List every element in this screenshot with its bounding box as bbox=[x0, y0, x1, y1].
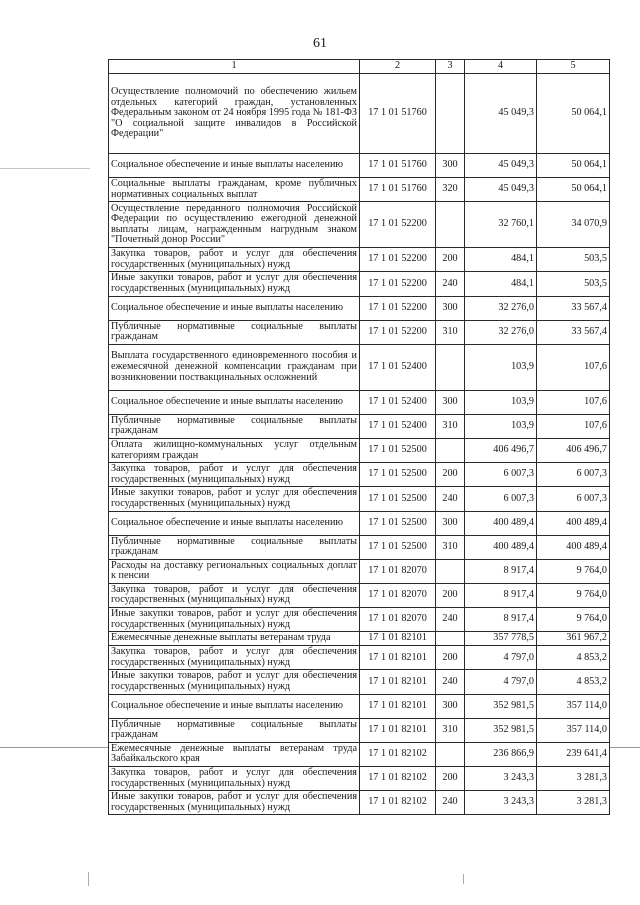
row-expense-type-cell: 200 bbox=[436, 767, 465, 791]
row-amount-year1-cell: 6 007,3 bbox=[465, 487, 537, 511]
row-amount-year2-cell: 503,5 bbox=[537, 272, 610, 296]
row-code-cell: 17 1 01 52500 bbox=[360, 487, 436, 511]
row-code-cell: 17 1 01 52500 bbox=[360, 463, 436, 487]
row-code-cell: 17 1 01 52500 bbox=[360, 511, 436, 535]
row-expense-type-cell: 200 bbox=[436, 248, 465, 272]
row-name-cell: Иные закупки товаров, работ и услуг для обеспечения государственных (муниципальных) нужд bbox=[109, 608, 360, 632]
table-row bbox=[109, 742, 610, 766]
row-amount-year1-cell: 103,9 bbox=[465, 414, 537, 438]
row-amount-year2-cell: 361 967,2 bbox=[537, 632, 610, 646]
row-amount-year2-cell: 50 064,1 bbox=[537, 154, 610, 178]
row-amount-year1-cell: 352 981,5 bbox=[465, 718, 537, 742]
table-row bbox=[109, 390, 610, 414]
row-amount-year2-cell: 400 489,4 bbox=[537, 535, 610, 559]
row-name-cell: Оплата жилищно-коммунальных услуг отдельным категориям граждан bbox=[109, 438, 360, 462]
row-amount-year1-cell: 484,1 bbox=[465, 272, 537, 296]
row-name-cell: Публичные нормативные социальные выплаты гражданам bbox=[109, 535, 360, 559]
row-expense-type-cell: 200 bbox=[436, 583, 465, 607]
scan-mark bbox=[463, 874, 464, 884]
row-code-cell: 17 1 01 82070 bbox=[360, 559, 436, 583]
table-row bbox=[109, 74, 610, 154]
table-row bbox=[109, 248, 610, 272]
row-expense-type-cell bbox=[436, 559, 465, 583]
row-code-cell: 17 1 01 52200 bbox=[360, 248, 436, 272]
row-amount-year1-cell: 32 276,0 bbox=[465, 320, 537, 344]
row-amount-year2-cell: 357 114,0 bbox=[537, 694, 610, 718]
row-expense-type-cell: 300 bbox=[436, 296, 465, 320]
scan-mark bbox=[609, 747, 640, 748]
row-code-cell: 17 1 01 52200 bbox=[360, 320, 436, 344]
row-code-cell: 17 1 01 52400 bbox=[360, 390, 436, 414]
column-header: 3 bbox=[436, 60, 465, 74]
row-code-cell: 17 1 01 82101 bbox=[360, 694, 436, 718]
table-row bbox=[109, 718, 610, 742]
scan-mark bbox=[0, 168, 90, 169]
row-code-cell: 17 1 01 51760 bbox=[360, 154, 436, 178]
row-name-cell: Иные закупки товаров, работ и услуг для обеспечения государственных (муниципальных) нужд bbox=[109, 791, 360, 815]
row-amount-year2-cell: 357 114,0 bbox=[537, 718, 610, 742]
row-code-cell: 17 1 01 82070 bbox=[360, 583, 436, 607]
row-name-cell: Закупка товаров, работ и услуг для обеспечения государственных (муниципальных) нужд bbox=[109, 248, 360, 272]
row-name-cell: Закупка товаров, работ и услуг для обеспечения государственных (муниципальных) нужд bbox=[109, 583, 360, 607]
row-name-cell: Социальное обеспечение и иные выплаты населению bbox=[109, 296, 360, 320]
table-row bbox=[109, 608, 610, 632]
row-expense-type-cell bbox=[436, 742, 465, 766]
table-row bbox=[109, 438, 610, 462]
table-row bbox=[109, 414, 610, 438]
row-amount-year1-cell: 400 489,4 bbox=[465, 511, 537, 535]
row-code-cell: 17 1 01 82101 bbox=[360, 632, 436, 646]
row-amount-year1-cell: 357 778,5 bbox=[465, 632, 537, 646]
row-expense-type-cell bbox=[436, 632, 465, 646]
row-amount-year1-cell: 406 496,7 bbox=[465, 438, 537, 462]
row-amount-year2-cell: 6 007,3 bbox=[537, 463, 610, 487]
row-amount-year1-cell: 236 866,9 bbox=[465, 742, 537, 766]
row-amount-year1-cell: 4 797,0 bbox=[465, 646, 537, 670]
row-expense-type-cell: 310 bbox=[436, 320, 465, 344]
row-code-cell: 17 1 01 52500 bbox=[360, 535, 436, 559]
row-amount-year2-cell: 107,6 bbox=[537, 344, 610, 390]
row-expense-type-cell: 300 bbox=[436, 511, 465, 535]
table-row bbox=[109, 632, 610, 646]
row-name-cell: Иные закупки товаров, работ и услуг для обеспечения государственных (муниципальных) нужд bbox=[109, 272, 360, 296]
row-amount-year2-cell: 107,6 bbox=[537, 414, 610, 438]
row-amount-year1-cell: 6 007,3 bbox=[465, 463, 537, 487]
row-name-cell: Социальное обеспечение и иные выплаты населению bbox=[109, 154, 360, 178]
row-amount-year1-cell: 8 917,4 bbox=[465, 559, 537, 583]
row-amount-year1-cell: 400 489,4 bbox=[465, 535, 537, 559]
row-expense-type-cell: 240 bbox=[436, 487, 465, 511]
table-row bbox=[109, 670, 610, 694]
row-name-cell: Закупка товаров, работ и услуг для обеспечения государственных (муниципальных) нужд bbox=[109, 767, 360, 791]
row-amount-year2-cell: 4 853,2 bbox=[537, 670, 610, 694]
row-amount-year1-cell: 484,1 bbox=[465, 248, 537, 272]
row-expense-type-cell: 240 bbox=[436, 791, 465, 815]
row-code-cell: 17 1 01 82102 bbox=[360, 791, 436, 815]
row-code-cell: 17 1 01 82102 bbox=[360, 767, 436, 791]
row-amount-year1-cell: 45 049,3 bbox=[465, 178, 537, 202]
scan-mark bbox=[0, 747, 108, 748]
table-row bbox=[109, 583, 610, 607]
row-name-cell: Выплата государственного единовременного пособия и ежемесячной денежной компенсации гражданам при возникновении поствакцинальных осложнений bbox=[109, 344, 360, 390]
row-code-cell: 17 1 01 82070 bbox=[360, 608, 436, 632]
row-code-cell: 17 1 01 82101 bbox=[360, 670, 436, 694]
table-row bbox=[109, 272, 610, 296]
scan-mark bbox=[88, 872, 89, 886]
row-code-cell: 17 1 01 52200 bbox=[360, 272, 436, 296]
row-amount-year1-cell: 45 049,3 bbox=[465, 74, 537, 154]
table-row bbox=[109, 178, 610, 202]
row-code-cell: 17 1 01 82102 bbox=[360, 742, 436, 766]
row-name-cell: Ежемесячные денежные выплаты ветеранам труда Забайкальского края bbox=[109, 742, 360, 766]
row-amount-year1-cell: 45 049,3 bbox=[465, 154, 537, 178]
row-code-cell: 17 1 01 52200 bbox=[360, 202, 436, 248]
row-name-cell: Социальное обеспечение и иные выплаты населению bbox=[109, 511, 360, 535]
column-header: 5 bbox=[537, 60, 610, 74]
row-amount-year2-cell: 9 764,0 bbox=[537, 608, 610, 632]
row-expense-type-cell: 240 bbox=[436, 608, 465, 632]
row-expense-type-cell: 300 bbox=[436, 694, 465, 718]
row-name-cell: Ежемесячные денежные выплаты ветеранам труда bbox=[109, 632, 360, 646]
row-expense-type-cell: 240 bbox=[436, 272, 465, 296]
row-amount-year1-cell: 4 797,0 bbox=[465, 670, 537, 694]
table-row bbox=[109, 646, 610, 670]
row-name-cell: Публичные нормативные социальные выплаты гражданам bbox=[109, 320, 360, 344]
row-amount-year2-cell: 33 567,4 bbox=[537, 296, 610, 320]
row-code-cell: 17 1 01 51760 bbox=[360, 74, 436, 154]
table-row bbox=[109, 463, 610, 487]
row-code-cell: 17 1 01 52200 bbox=[360, 296, 436, 320]
row-expense-type-cell: 300 bbox=[436, 154, 465, 178]
row-amount-year1-cell: 3 243,3 bbox=[465, 791, 537, 815]
row-name-cell: Закупка товаров, работ и услуг для обеспечения государственных (муниципальных) нужд bbox=[109, 463, 360, 487]
row-amount-year2-cell: 4 853,2 bbox=[537, 646, 610, 670]
table-row bbox=[109, 535, 610, 559]
row-amount-year2-cell: 239 641,4 bbox=[537, 742, 610, 766]
row-expense-type-cell: 320 bbox=[436, 178, 465, 202]
row-code-cell: 17 1 01 82101 bbox=[360, 646, 436, 670]
row-amount-year2-cell: 400 489,4 bbox=[537, 511, 610, 535]
row-code-cell: 17 1 01 52400 bbox=[360, 344, 436, 390]
row-name-cell: Иные закупки товаров, работ и услуг для обеспечения государственных (муниципальных) нужд bbox=[109, 670, 360, 694]
row-name-cell: Публичные нормативные социальные выплаты гражданам bbox=[109, 414, 360, 438]
table-row bbox=[109, 511, 610, 535]
table-row bbox=[109, 791, 610, 815]
table-row bbox=[109, 202, 610, 248]
row-expense-type-cell: 200 bbox=[436, 463, 465, 487]
table-row bbox=[109, 487, 610, 511]
row-amount-year2-cell: 6 007,3 bbox=[537, 487, 610, 511]
row-expense-type-cell: 300 bbox=[436, 390, 465, 414]
table-row bbox=[109, 694, 610, 718]
row-amount-year2-cell: 50 064,1 bbox=[537, 178, 610, 202]
table-row bbox=[109, 296, 610, 320]
table-row bbox=[109, 320, 610, 344]
row-amount-year1-cell: 352 981,5 bbox=[465, 694, 537, 718]
row-amount-year1-cell: 3 243,3 bbox=[465, 767, 537, 791]
row-name-cell: Социальные выплаты гражданам, кроме публичных нормативных социальных выплат bbox=[109, 178, 360, 202]
row-name-cell: Расходы на доставку региональных социальных доплат к пенсии bbox=[109, 559, 360, 583]
table-row bbox=[109, 344, 610, 390]
row-amount-year1-cell: 103,9 bbox=[465, 344, 537, 390]
row-name-cell: Социальное обеспечение и иные выплаты населению bbox=[109, 694, 360, 718]
row-code-cell: 17 1 01 52500 bbox=[360, 438, 436, 462]
row-amount-year2-cell: 9 764,0 bbox=[537, 583, 610, 607]
row-expense-type-cell bbox=[436, 344, 465, 390]
row-expense-type-cell: 200 bbox=[436, 646, 465, 670]
budget-table bbox=[108, 59, 610, 815]
row-expense-type-cell bbox=[436, 438, 465, 462]
row-amount-year2-cell: 3 281,3 bbox=[537, 791, 610, 815]
row-expense-type-cell: 310 bbox=[436, 718, 465, 742]
row-amount-year2-cell: 503,5 bbox=[537, 248, 610, 272]
row-amount-year1-cell: 32 276,0 bbox=[465, 296, 537, 320]
row-expense-type-cell: 240 bbox=[436, 670, 465, 694]
row-amount-year2-cell: 406 496,7 bbox=[537, 438, 610, 462]
column-header: 1 bbox=[109, 60, 360, 74]
row-name-cell: Иные закупки товаров, работ и услуг для обеспечения государственных (муниципальных) нужд bbox=[109, 487, 360, 511]
row-name-cell: Социальное обеспечение и иные выплаты населению bbox=[109, 390, 360, 414]
table-row bbox=[109, 767, 610, 791]
row-amount-year1-cell: 8 917,4 bbox=[465, 583, 537, 607]
row-amount-year1-cell: 8 917,4 bbox=[465, 608, 537, 632]
table-row bbox=[109, 154, 610, 178]
column-number-header-row bbox=[109, 60, 610, 74]
row-code-cell: 17 1 01 52400 bbox=[360, 414, 436, 438]
column-header: 2 bbox=[360, 60, 436, 74]
row-name-cell: Осуществление полномочий по обеспечению жильем отдельных категорий граждан, установленных Федеральным законом от 24 ноября 1995 года № 181-ФЗ "О социальной защите инвалидов в Российской Федерации" bbox=[109, 74, 360, 154]
row-amount-year2-cell: 50 064,1 bbox=[537, 74, 610, 154]
row-code-cell: 17 1 01 82101 bbox=[360, 718, 436, 742]
row-name-cell: Закупка товаров, работ и услуг для обеспечения государственных (муниципальных) нужд bbox=[109, 646, 360, 670]
row-expense-type-cell: 310 bbox=[436, 535, 465, 559]
table-row bbox=[109, 559, 610, 583]
row-amount-year1-cell: 32 760,1 bbox=[465, 202, 537, 248]
row-amount-year2-cell: 107,6 bbox=[537, 390, 610, 414]
row-name-cell: Публичные нормативные социальные выплаты гражданам bbox=[109, 718, 360, 742]
row-expense-type-cell: 310 bbox=[436, 414, 465, 438]
row-amount-year1-cell: 103,9 bbox=[465, 390, 537, 414]
row-expense-type-cell bbox=[436, 202, 465, 248]
row-expense-type-cell bbox=[436, 74, 465, 154]
row-amount-year2-cell: 33 567,4 bbox=[537, 320, 610, 344]
row-name-cell: Осуществление переданного полномочия Российской Федерации по осуществлению ежегодной денежной выплаты лицам, награжденным нагрудным знаком "Почетный донор России" bbox=[109, 202, 360, 248]
row-code-cell: 17 1 01 51760 bbox=[360, 178, 436, 202]
row-amount-year2-cell: 9 764,0 bbox=[537, 559, 610, 583]
row-amount-year2-cell: 3 281,3 bbox=[537, 767, 610, 791]
page-number: 61 bbox=[313, 36, 327, 51]
column-header: 4 bbox=[465, 60, 537, 74]
row-amount-year2-cell: 34 070,9 bbox=[537, 202, 610, 248]
